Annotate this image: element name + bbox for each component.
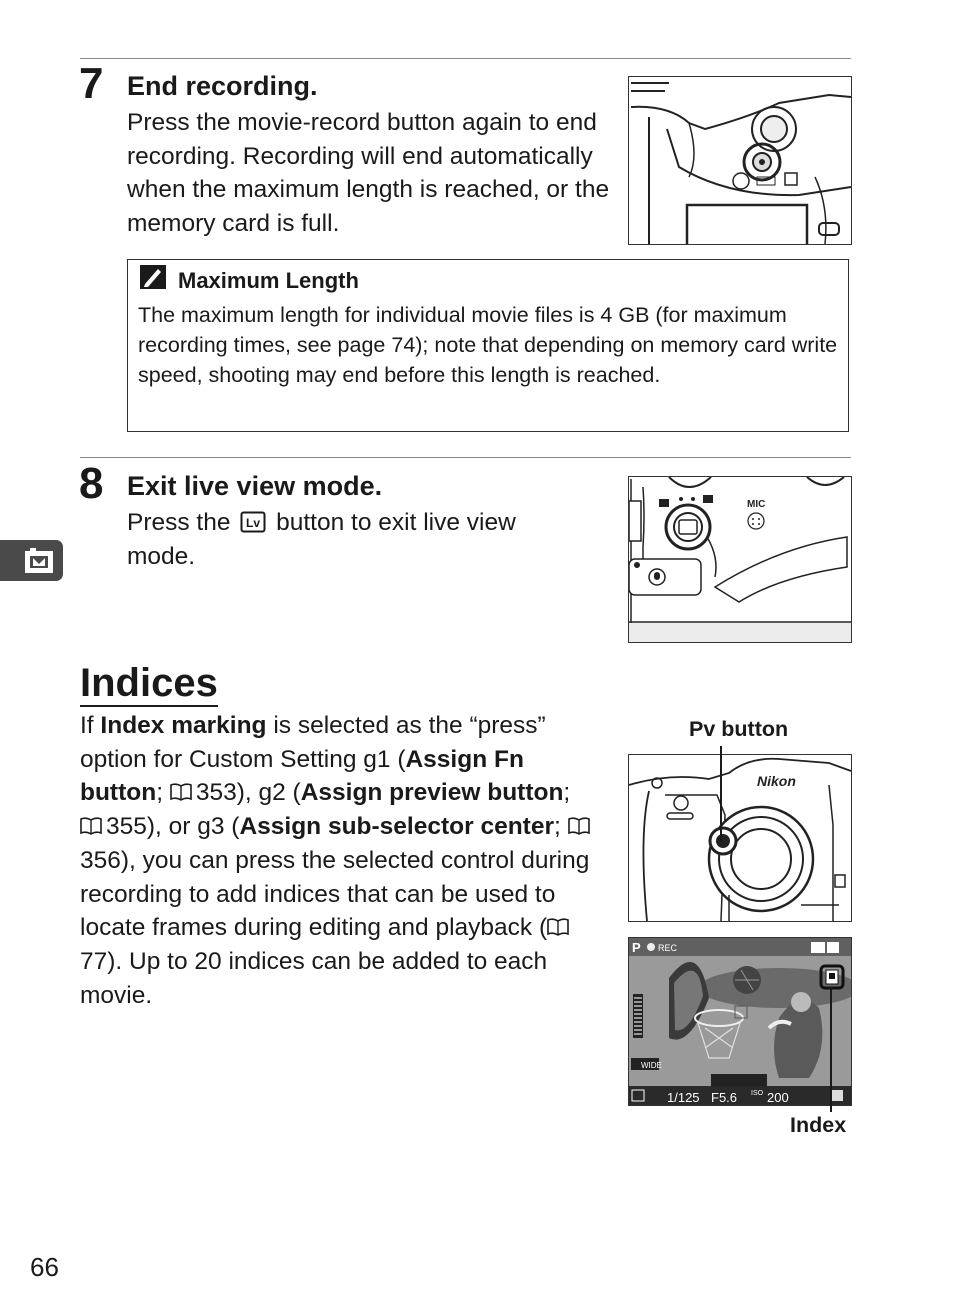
pv-button-caption: Pv button (689, 717, 789, 741)
section-divider (80, 58, 851, 59)
step-body-text: button to exit live view mode. (127, 509, 516, 570)
live-view-button-icon (240, 511, 266, 533)
svg-text:F5.6: F5.6 (711, 1090, 738, 1105)
movie-record-button-illustration (628, 76, 852, 245)
step-number: 7 (79, 59, 104, 108)
page-reference-icon (80, 816, 102, 836)
step-body (127, 106, 612, 241)
movie-chapter-tab (0, 540, 63, 581)
live-view-display-illustration (628, 937, 852, 1106)
step-number: 8 (79, 459, 104, 508)
movie-camera-icon (0, 540, 63, 581)
setting-name: Index marking (100, 712, 267, 739)
section-divider (80, 457, 851, 458)
setting-name: Assign sub-selector center (239, 813, 554, 841)
live-view-button-illustration (628, 476, 852, 643)
pv-callout-line (720, 746, 722, 842)
svg-text:1/125: 1/125 (667, 1090, 700, 1105)
setting-name: Assign Fn button (80, 745, 524, 807)
page-reference-icon (547, 917, 569, 937)
step-body (127, 506, 587, 573)
svg-text:MIC: MIC (747, 499, 766, 510)
svg-text:REC: REC (658, 943, 678, 953)
section-heading: Indices (80, 661, 218, 705)
note-title: Maximum Length (178, 268, 359, 293)
page-number: 66 (30, 1252, 59, 1282)
index-caption: Index (790, 1113, 847, 1137)
svg-text:200: 200 (767, 1090, 789, 1105)
svg-text:Nikon: Nikon (757, 773, 796, 789)
setting-name: Assign preview button (300, 779, 564, 807)
pencil-note-icon (140, 265, 166, 289)
step-body-text: Press the movie-record button again to end recording. Recording will end automatically when the maximum length is reached, or the memory card is full. (127, 109, 610, 238)
index-callout-line (830, 987, 832, 1112)
svg-text:WIDE: WIDE (641, 1061, 662, 1070)
step-title: End recording. (127, 71, 318, 101)
page-reference-icon (568, 816, 590, 836)
page-reference-icon (170, 782, 192, 802)
indices-body: If Index marking is selected as the “press” option for Custom Setting g1 (Assign Fn button; 353), g2 (Assign preview button; 355), or g3 (Assign sub-selector center; 356), you can press the selected control during recording to add indices that can be used to locate frames during editing and playback (77). Up to 20 indices can be added to each movie. (80, 712, 590, 1009)
svg-text:Lv: Lv (246, 516, 261, 530)
step-body-text: Press the (127, 509, 231, 536)
note-body: The maximum length for individual movie files is 4 GB (for maximum recording times, see page 74); note that depending on memory card write speed, shooting may end before this length is reached. (138, 303, 838, 387)
step-title: Exit live view mode. (127, 471, 383, 501)
pv-button-illustration (628, 754, 852, 922)
svg-text:ISO: ISO (751, 1090, 764, 1097)
svg-text:P: P (632, 940, 641, 955)
